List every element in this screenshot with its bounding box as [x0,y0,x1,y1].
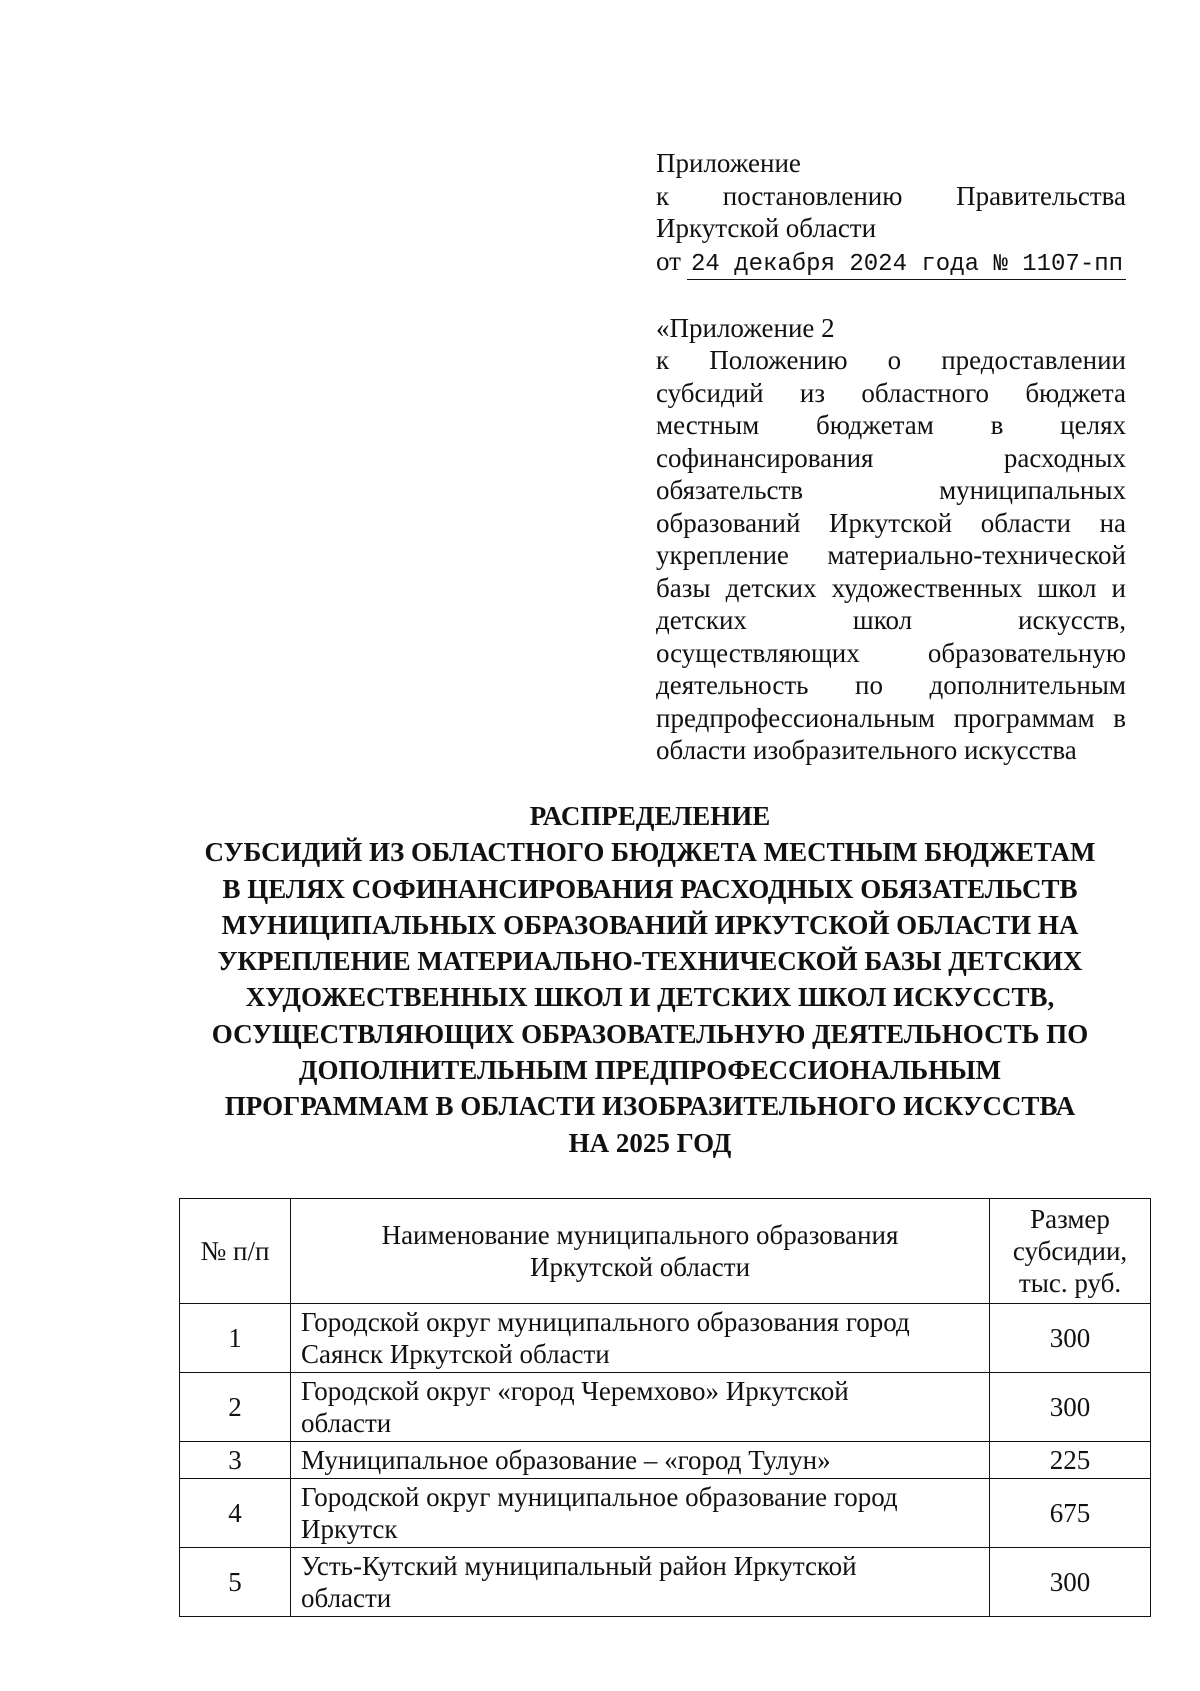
row-municipality [291,1442,990,1479]
annex-resolution-line: к постановлению Правительства [656,180,1126,211]
date-prefix: от [656,245,681,276]
title-line: ХУДОЖЕСТВЕННЫХ ШКОЛ И ДЕТСКИХ ШКОЛ ИСКУССТВ, [245,982,1055,1013]
row-municipality-line1: Городской округ муниципального образования город [301,1307,910,1337]
row-municipality-line2: области [301,1408,392,1438]
annex2-heading: «Приложение 2 [656,312,835,343]
header-amount-line2: субсидии, [1012,1236,1128,1266]
table-row [180,1304,1151,1373]
row-municipality-line2: Саянск Иркутской области [301,1339,610,1369]
header-amount-line3: тыс. руб. [1018,1268,1122,1298]
title-line: РАСПРЕДЕЛЕНИЕ [529,801,771,831]
annex2-block [656,312,1126,767]
row-number: 1 [180,1304,291,1373]
title-line: В ЦЕЛЯХ СОФИНАНСИРОВАНИЯ РАСХОДНЫХ ОБЯЗАТЕЛЬСТВ [222,873,1078,904]
table-row [180,1548,1151,1617]
row-municipality-line1: Муниципальное образование – «город Тулун» [301,1445,831,1475]
row-amount: 225 [990,1442,1151,1479]
row-municipality-line2: Иркутск [301,1514,398,1544]
row-municipality [291,1304,990,1373]
row-amount: 675 [990,1479,1151,1548]
row-number: 2 [180,1373,291,1442]
header-amount-line1: Размер [1030,1204,1110,1234]
title-line: ОСУЩЕСТВЛЯЮЩИХ ОБРАЗОВАТЕЛЬНУЮ ДЕЯТЕЛЬНОСТЬ ПО [211,1018,1089,1049]
annex2-body: к Положению о предоставлении субсидий из областного бюджета местным бюджетам в целях софинансирования расходных обязательств муниципальных образований Иркутской области на укрепление материально-технической базы детских художественных школ и детских школ искусств, осуществляющих образовательную деятельность по дополнительным предпрофессиональным программам в области изобразительного искусства [656,345,1126,765]
header-amount [990,1199,1151,1304]
table-row [180,1442,1151,1479]
row-municipality [291,1373,990,1442]
header-municipality-line1: Наименование муниципального образования [381,1220,899,1250]
title-line: СУБСИДИЙ ИЗ ОБЛАСТНОГО БЮДЖЕТА МЕСТНЫМ БЮДЖЕТАМ [204,837,1096,868]
row-number: 5 [180,1548,291,1617]
row-municipality-line1: Городской округ муниципальное образование город [301,1482,898,1512]
row-municipality-line2: области [301,1583,392,1613]
row-municipality [291,1548,990,1617]
title-line: ПРОГРАММАМ В ОБЛАСТИ ИЗОБРАЗИТЕЛЬНОГО ИСКУССТВА [224,1091,1076,1122]
row-municipality-line1: Городской округ «город Черемхово» Иркутской [301,1376,849,1406]
header-municipality [291,1199,990,1304]
row-municipality [291,1479,990,1548]
subsidy-distribution-table [179,1198,1151,1617]
row-number: 3 [180,1442,291,1479]
title-line: НА 2025 ГОД [568,1127,732,1158]
header-number: № п/п [180,1199,291,1304]
annex-label: Приложение [656,148,801,178]
row-number: 4 [180,1479,291,1548]
row-amount: 300 [990,1548,1151,1617]
table-row [180,1373,1151,1442]
annex-block [656,147,1126,767]
header-municipality-line2: Иркутской области [529,1252,751,1282]
title-line: УКРЕПЛЕНИЕ МАТЕРИАЛЬНО-ТЕХНИЧЕСКОЙ БАЗЫ ДЕТСКИХ [217,946,1083,977]
annex-date-line [656,245,1126,280]
title-line: ДОПОЛНИТЕЛЬНЫМ ПРЕДПРОФЕССИОНАЛЬНЫМ [298,1055,1002,1086]
title-line: МУНИЦИПАЛЬНЫХ ОБРАЗОВАНИЙ ИРКУТСКОЙ ОБЛАСТИ НА [221,909,1079,940]
row-amount: 300 [990,1373,1151,1442]
annex-region-line: Иркутской области [656,213,877,243]
date-value: 24 декабря 2024 года № 1107-пп [687,252,1126,280]
table-header-row [180,1199,1151,1304]
row-municipality-line1: Усть-Кутский муниципальный район Иркутской [301,1551,857,1581]
row-amount: 300 [990,1304,1151,1373]
document-title [160,798,1140,1161]
table-row [180,1479,1151,1548]
